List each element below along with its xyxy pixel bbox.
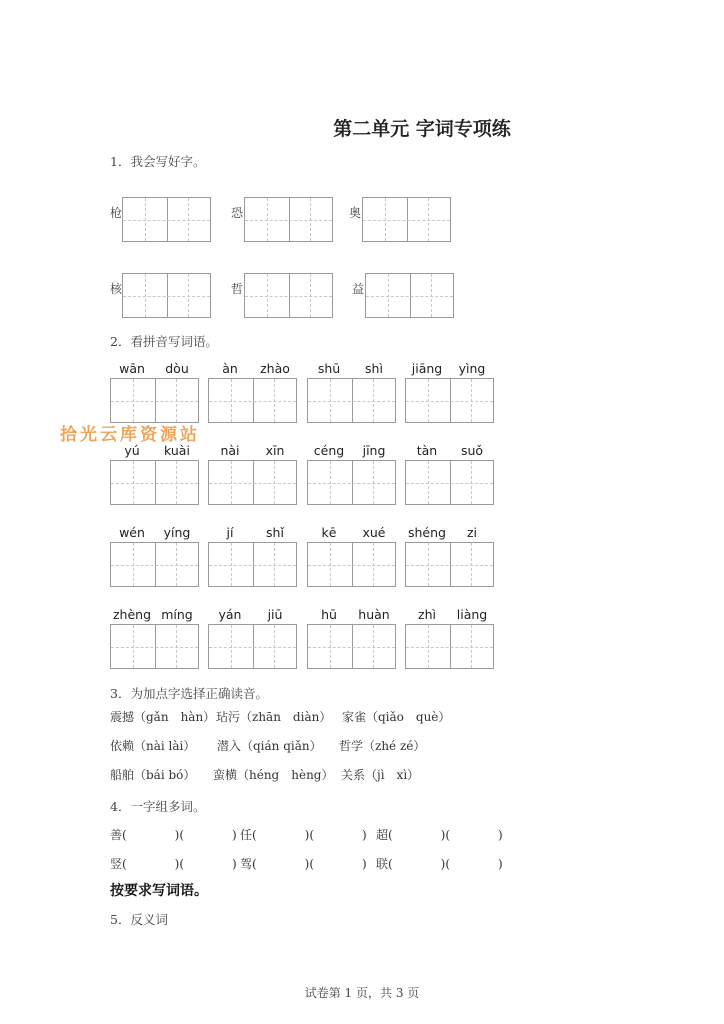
pinyin: dòu bbox=[165, 361, 189, 376]
pinyin-writing-grid[interactable] bbox=[307, 624, 396, 669]
pinyin: suǒ bbox=[460, 443, 484, 458]
pinyin: jí bbox=[226, 525, 234, 540]
pinyin: liàng bbox=[456, 607, 488, 622]
pronunciation-choice[interactable]: 关系（jì xì） bbox=[341, 768, 420, 782]
pinyin-writing-grid[interactable] bbox=[307, 460, 396, 505]
question-2-label: 2．看拼音写词语。 bbox=[110, 334, 218, 349]
pinyin: zi bbox=[466, 525, 478, 540]
pronunciation-choice[interactable]: 家雀（qiǎo què） bbox=[342, 710, 451, 724]
pinyin: yíng bbox=[163, 525, 191, 540]
page-footer bbox=[0, 984, 724, 1001]
pinyin: xué bbox=[362, 525, 386, 540]
pinyin: zhèng bbox=[112, 607, 152, 622]
pinyin: shì bbox=[365, 361, 383, 376]
pinyin: míng bbox=[161, 607, 193, 622]
pinyin-writing-grid[interactable] bbox=[208, 542, 297, 587]
char-label: 恐 bbox=[231, 206, 244, 220]
pinyin-writing-grid[interactable] bbox=[405, 624, 494, 669]
section-heading: 按要求写词语。 bbox=[110, 883, 208, 899]
writing-grid[interactable] bbox=[122, 273, 211, 318]
writing-grid[interactable] bbox=[244, 197, 333, 242]
question-5-label: 5．反义词 bbox=[110, 912, 168, 927]
pinyin: kuài bbox=[164, 443, 190, 458]
pinyin: yán bbox=[218, 607, 242, 622]
page-title-text: 第二单元 字词专项练 bbox=[333, 118, 511, 140]
pronunciation-choice[interactable]: 蛮横（héng hèng） bbox=[213, 768, 334, 782]
pronunciation-choice[interactable]: 依赖（nài lài） bbox=[110, 739, 196, 753]
page-title bbox=[0, 114, 724, 141]
pinyin: nài bbox=[220, 443, 240, 458]
pronunciation-choice[interactable]: 玷污（zhān diàn） bbox=[216, 710, 332, 724]
pinyin: jiāng bbox=[411, 361, 443, 376]
pinyin-writing-grid[interactable] bbox=[110, 624, 199, 669]
pronunciation-choice[interactable]: 震撼（gǎn hàn） bbox=[110, 710, 216, 724]
pinyin: shǐ bbox=[266, 525, 284, 540]
pinyin: zhì bbox=[418, 607, 436, 622]
question-4-label: 4．一字组多词。 bbox=[110, 799, 206, 814]
char-label: 益 bbox=[352, 282, 365, 296]
pinyin-writing-grid[interactable] bbox=[110, 542, 199, 587]
pinyin: huàn bbox=[358, 607, 390, 622]
pinyin-writing-grid[interactable] bbox=[307, 378, 396, 423]
pinyin: xīn bbox=[265, 443, 285, 458]
pinyin: kē bbox=[321, 525, 337, 540]
pinyin: shū bbox=[317, 361, 341, 376]
pinyin-writing-grid[interactable] bbox=[405, 378, 494, 423]
pinyin-writing-grid[interactable] bbox=[208, 624, 297, 669]
watermark: 拾光云库资源站 bbox=[60, 425, 200, 445]
pinyin: wān bbox=[119, 361, 145, 376]
char-label: 核 bbox=[110, 282, 123, 296]
pinyin: jīng bbox=[362, 443, 386, 458]
question-3-label: 3．为加点字选择正确读音。 bbox=[110, 686, 268, 701]
pronunciation-choice[interactable]: 潜入（qián qiǎn） bbox=[217, 739, 322, 753]
writing-grid[interactable] bbox=[365, 273, 454, 318]
pinyin-writing-grid[interactable] bbox=[110, 378, 199, 423]
pinyin-writing-grid[interactable] bbox=[110, 460, 199, 505]
pinyin: céng bbox=[313, 443, 345, 458]
pinyin: àn bbox=[222, 361, 238, 376]
pinyin-writing-grid[interactable] bbox=[405, 460, 494, 505]
pinyin: yìng bbox=[458, 361, 486, 376]
word-blank[interactable]: 超( )( ) bbox=[376, 828, 503, 842]
pinyin: jiū bbox=[267, 607, 283, 622]
pinyin-writing-grid[interactable] bbox=[307, 542, 396, 587]
pinyin-writing-grid[interactable] bbox=[208, 378, 297, 423]
pronunciation-choice[interactable]: 哲学（zhé zé） bbox=[339, 739, 426, 753]
pinyin: hū bbox=[321, 607, 337, 622]
word-blank[interactable]: 善( )( ) bbox=[110, 828, 237, 842]
pinyin: zhào bbox=[260, 361, 290, 376]
writing-grid[interactable] bbox=[244, 273, 333, 318]
char-label: 哲 bbox=[231, 282, 244, 296]
writing-grid[interactable] bbox=[362, 197, 451, 242]
writing-grid[interactable] bbox=[122, 197, 211, 242]
word-blank[interactable]: 竖( )( ) bbox=[110, 857, 237, 871]
word-blank[interactable]: 联( )( ) bbox=[376, 857, 503, 871]
pinyin: wén bbox=[119, 525, 145, 540]
pinyin: tàn bbox=[416, 443, 438, 458]
pinyin-writing-grid[interactable] bbox=[208, 460, 297, 505]
pinyin: yú bbox=[124, 443, 140, 458]
question-1-label: 1．我会写好字。 bbox=[110, 154, 206, 169]
page-number: 试卷第 1 页，共 3 页 bbox=[304, 986, 420, 1000]
word-blank[interactable]: 驾( )( ) bbox=[240, 857, 367, 871]
word-blank[interactable]: 任( )( ) bbox=[240, 828, 367, 842]
char-label: 奥 bbox=[349, 206, 362, 220]
pronunciation-choice[interactable]: 船舶（bái bó） bbox=[110, 768, 196, 782]
pinyin: shéng bbox=[408, 525, 446, 540]
char-label: 枪 bbox=[110, 206, 123, 220]
pinyin-writing-grid[interactable] bbox=[405, 542, 494, 587]
